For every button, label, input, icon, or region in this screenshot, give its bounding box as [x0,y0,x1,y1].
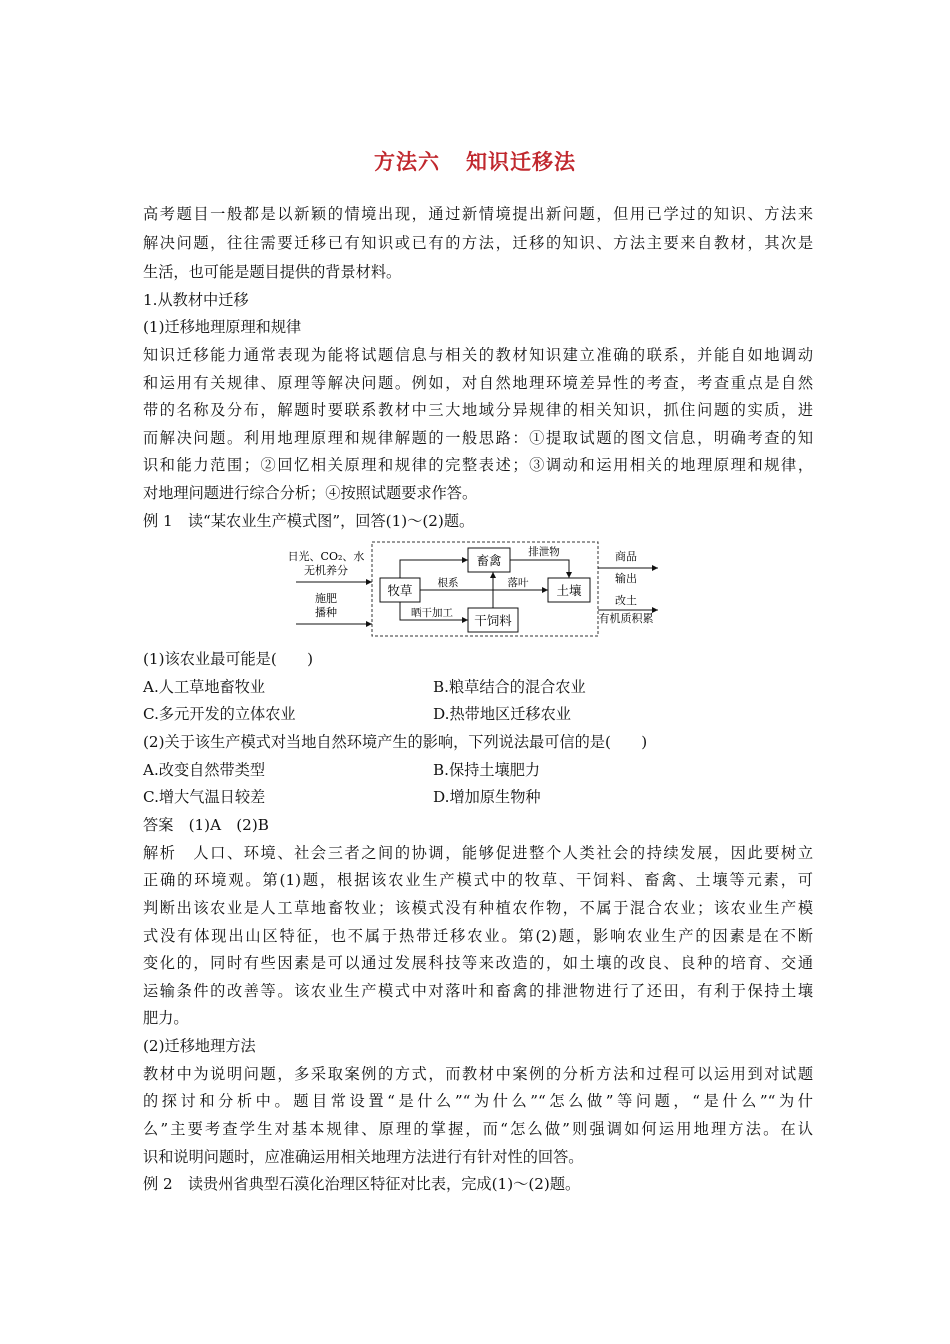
drying-label: 晒干加工 [411,607,453,619]
paragraph-line: 识和能力范围；②回忆相关原理和规律的完整表述；③调动和运用相关的地理原理和规律， [143,456,813,474]
output-organic-label: 有机质积累 [598,612,654,625]
section-heading: 1.从教材中迁移 [143,291,249,309]
analysis-line: 式没有体现出山区特征，也不属于热带迁移农业。第(2)题，影响农业生产的因素是在不断 [143,927,813,945]
box-soil-label: 土壤 [556,583,582,598]
input-sowing-label: 播种 [315,606,337,619]
input-fertilize-label: 施肥 [315,592,337,605]
input-nutrients-label: 无机养分 [304,564,348,577]
paragraph-line: 带的名称及分布，解题时要联系教材中三大地域分异规律的相关知识，抓住问题的实质，进 [143,401,813,419]
box-pasture-label: 牧草 [387,583,413,598]
example-heading: 例 1 读“某农业生产模式图”，回答(1)～(2)题。 [143,512,475,530]
analysis-line: 变化的，同时有些因素是可以通过发展科技等来改造的，如土壤的改良、良种的培育、交通 [143,954,813,972]
option-row [143,704,813,724]
analysis-line: 肥力。 [143,1009,189,1027]
paragraph-line: 和运用有关规律、原理等解决问题。例如，对自然地理环境差异性的考查，考查重点是自然 [143,374,813,392]
paragraph-line: 教材中为说明问题，多采取案例的方式，而教材中案例的分析方法和过程可以运用到对试题 [143,1065,813,1083]
option-d: D.增加原生物种 [433,788,541,806]
paragraph-line: 而解决问题。利用地理原理和规律解题的一般思路：①提取试题的图文信息，明确考查的知 [143,429,813,447]
roots-label: 根系 [437,577,459,589]
excrement-arrow [510,560,569,578]
leaves-label: 落叶 [507,577,529,589]
box-livestock-label: 畜禽 [476,553,502,568]
option-c: C.多元开发的立体农业 [143,705,296,723]
option-a: A.改变自然带类型 [143,761,266,779]
analysis-line: 运输条件的改善等。该农业生产模式中对落叶和畜禽的排泄物进行了还田，有利于保持土壤 [143,982,813,1000]
page-title: 方法六 知识迁移法 [374,149,576,174]
paragraph-line: 对地理问题进行综合分析；④按照试题要求作答。 [143,484,478,502]
answer-line: 答案 (1)A (2)B [143,816,269,834]
option-b: B.保持土壤肥力 [433,761,541,779]
intro-line: 生活，也可能是题目提供的背景材料。 [143,263,402,281]
analysis-line: 解析 人口、环境、社会三者之间的协调，能够促进整个人类社会的持续发展，因此要树立 [143,844,813,862]
intro-line: 解决问题，往往需要迁移已有知识或已有的方法，迁移的知识、方法主要来自教材，其次是 [143,234,813,252]
subsection-heading: (2)迁移地理方法 [143,1037,256,1055]
output-goods-label: 商品 [615,550,637,563]
option-row [143,677,813,697]
option-d: D.热带地区迁移农业 [433,705,571,723]
analysis-line: 正确的环境观。第(1)题，根据该农业生产模式中的牧草、干饲料、畜禽、土壤等元素，可 [143,871,813,889]
subsection-heading: (1)迁移地理原理和规律 [143,318,302,336]
intro-line: 高考题目一般都是以新颖的情境出现，通过新情境提出新问题，但用已学过的知识、方法来 [143,205,813,223]
option-b: B.粮草结合的混合农业 [433,678,586,696]
pasture-to-livestock-arrow [400,560,468,578]
option-row [143,760,813,780]
agriculture-model-diagram [282,538,662,640]
example-heading: 例 2 读贵州省典型石漠化治理区特征对比表，完成(1)～(2)题。 [143,1175,581,1193]
output-soil-improve-label: 改土 [615,594,637,607]
paragraph-line: 么”主要考查学生对基本规律、原理的掌握，而“怎么做”则强调如何运用地理方法。在认 [143,1120,813,1138]
paragraph-line: 识和说明问题时，应准确运用相关地理方法进行有针对性的回答。 [143,1148,584,1166]
analysis-line: 判断出该农业是人工草地畜牧业；该模式没有种植农作物，不属于混合农业；该农业生产模 [143,899,813,917]
paragraph-line: 的探讨和分析中。题目常设置“是什么”“为什么”“怎么做”等问题，“是什么”“为什 [143,1092,813,1110]
excrement-label: 排泄物 [528,546,560,558]
option-row [143,787,813,807]
question-stem: (2)关于该生产模式对当地自然环境产生的影响，下列说法最可信的是( ) [143,733,648,751]
box-fodder-label: 干饲料 [474,613,512,628]
option-c: C.增大气温日较差 [143,788,266,806]
question-stem: (1)该农业最可能是( ) [143,650,314,668]
output-export-label: 输出 [615,572,637,585]
input-sunlight-label: 日光、CO₂、水 [287,550,365,563]
paragraph-line: 知识迁移能力通常表现为能将试题信息与相关的教材知识建立准确的联系，并能自如地调动 [143,346,813,364]
option-a: A.人工草地畜牧业 [143,678,266,696]
